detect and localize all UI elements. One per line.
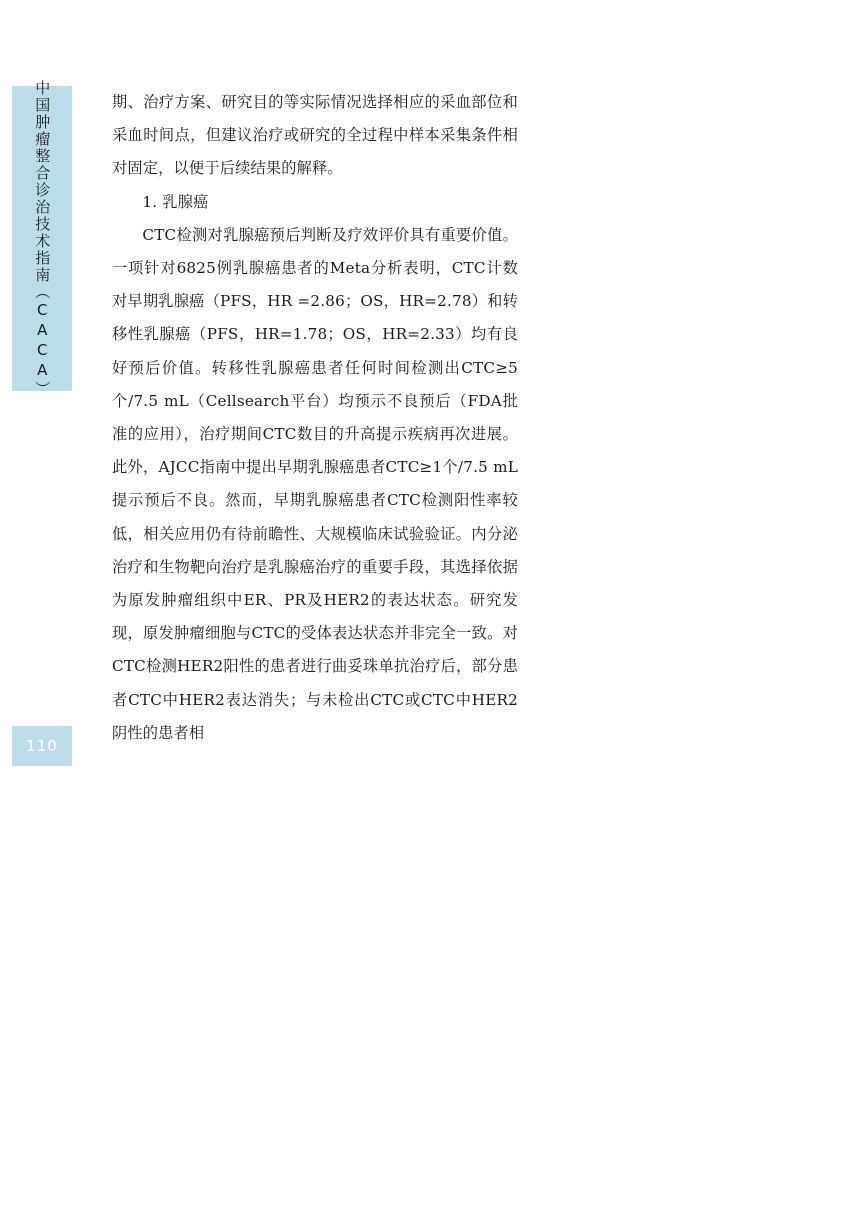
body-text-column [112, 86, 518, 750]
page-number-block [12, 726, 72, 766]
running-head-text: 中国肿瘤整合诊治技术指南（CACA） [33, 79, 52, 398]
section-heading-breast-cancer: 1. 乳腺癌 [142, 192, 209, 211]
page-number: 110 [26, 737, 58, 755]
paragraph-continuation: 期、治疗方案、研究目的等实际情况选择相应的采血部位和采血时间点，但建议治疗或研究的全过程中样本采集条件相对固定，以便于后续结果的解释。 [112, 93, 518, 178]
paragraph-ctc-breast-cancer: CTC检测对乳腺癌预后判断及疗效评价具有重要价值。一项针对6825例乳腺癌患者的Meta分析表明，CTC计数对早期乳腺癌（PFS，HR =2.86；OS，HR=2.78）和转移性乳腺癌（PFS，HR=1.78；OS，HR=2.33）均有良好预后价值。转移性乳腺癌患者任何时间检测出CTC≥5个/7.5 mL（Cellsearch平台）均预示不良预后（FDA批准的应用），治疗期间CTC数目的升高提示疾病再次进展。此外，AJCC指南中提出早期乳腺癌患者CTC≥1个/7.5 mL提示预后不良。然而，早期乳腺癌患者CTC检测阳性率较低，相关应用仍有待前瞻性、大规模临床试验验证。内分泌治疗和生物靶向治疗是乳腺癌治疗的重要手段，其选择依据为原发肿瘤组织中ER、PR及HER2的表达状态。研究发现，原发肿瘤细胞与CTC的受体表达状态并非完全一致。对CTC检测HER2阳性的患者进行曲妥珠单抗治疗后，部分患者CTC中HER2表达消失；与未检出CTC或CTC中HER2阴性的患者相 [112, 225, 518, 742]
running-head-tab [12, 79, 72, 398]
